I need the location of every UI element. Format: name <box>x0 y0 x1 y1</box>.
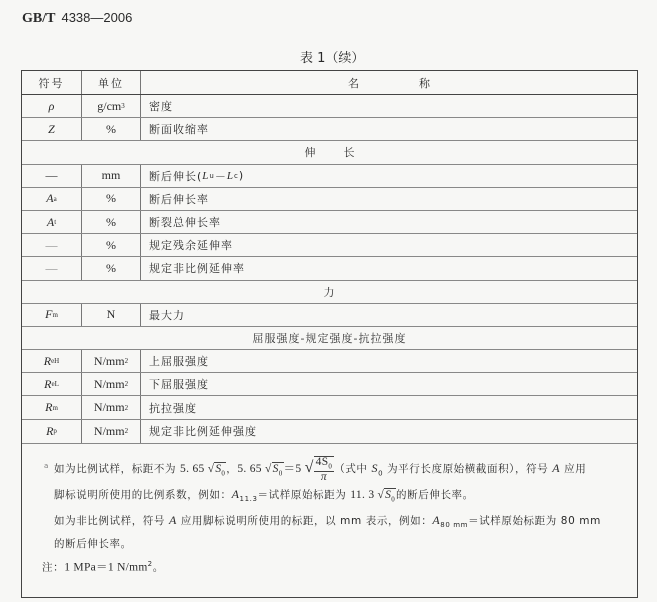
name-cell: 最大力 <box>149 308 185 322</box>
unit-cell: N/mm 2 <box>82 396 141 418</box>
name-cell: 上屈服强度 <box>149 355 209 369</box>
table-row <box>22 420 637 443</box>
fraction: $\frac{4S_0}{\pi}$ <box>315 455 333 484</box>
table-title-continued: （续） <box>325 51 365 66</box>
table-row <box>22 95 637 118</box>
unit-cell: N/mm 2 <box>82 350 141 372</box>
section-row-elongation <box>22 141 637 164</box>
name-cell: 断后伸长( L u － L c ) <box>149 169 245 183</box>
unit-cell: % <box>82 211 141 233</box>
footnote-line-3: 如为非比例试样，符号 A 应用脚标说明所使用的标距，以 mm 表示，例如：$A_{80 mm}=$试样原始标距为 80 mm <box>54 512 601 529</box>
name-cell: 密度 <box>149 100 173 114</box>
name-cell: 断面收缩率 <box>149 123 209 137</box>
standard-prefix: GB/T <box>22 11 56 26</box>
table-note: 注：1 MPa＝1 $N/mm^2$。 <box>42 559 164 574</box>
unit-cell: % <box>82 234 141 256</box>
standard-code <box>22 10 132 27</box>
table-title-label: 表 1 <box>300 51 326 66</box>
table-row <box>22 257 637 280</box>
table-row <box>22 234 637 257</box>
unit-cell: % <box>82 257 141 279</box>
name-cell: 规定残余延伸率 <box>149 239 233 253</box>
table-title <box>300 47 364 66</box>
name-cell: 抗拉强度 <box>149 401 197 415</box>
table-row <box>22 396 637 419</box>
symbol-cell: — <box>22 234 82 256</box>
name-cell: 规定非比例延伸率 <box>149 262 245 276</box>
table-row <box>22 165 637 188</box>
table-row <box>22 350 637 373</box>
table-row <box>22 304 637 327</box>
unit-cell: N/mm 2 <box>82 420 141 443</box>
header-unit: 单位 <box>82 71 141 94</box>
section-label: 屈服强度-规定强度-抗拉强度 <box>252 331 407 345</box>
symbol-cell: A a <box>22 188 82 210</box>
table-header-row <box>22 71 637 95</box>
table-row <box>22 211 637 234</box>
unit-cell: N <box>82 304 141 326</box>
section-row-force <box>22 281 637 304</box>
footnote-line-4: 的断后伸长率。 <box>54 537 132 550</box>
symbol-cell: F m <box>22 304 82 326</box>
name-cell: 下屈服强度 <box>149 378 209 392</box>
footnote-line-2: 脚标说明所使用的比例系数，例如：$A_{11.3}=$试样原始标距为 11. 3 $√S_0$的断后伸长率。 <box>54 487 474 504</box>
section-label: 力 <box>323 285 336 299</box>
symbol-cell: R eL <box>22 373 82 395</box>
footnote-line-1: 如为比例试样，标距不为 5. 65 $√S_0$，5. 65 $√S_0=5$ √ $\frac{4S_0}{\pi}$ （式中 $S_0$ 为平行长度原始横截面积），符号 A 应用 <box>54 455 587 484</box>
table-row <box>22 373 637 396</box>
table-footnotes <box>22 443 637 597</box>
unit-cell: % <box>82 118 141 140</box>
symbol-cell: — <box>22 165 82 187</box>
name-cell: 断后伸长率 <box>149 192 209 206</box>
table-row <box>22 118 637 141</box>
symbol-cell: — <box>22 257 82 279</box>
header-symbol: 符号 <box>22 71 82 94</box>
unit-cell: mm <box>82 165 141 187</box>
symbol-cell: R p <box>22 420 82 443</box>
symbols-table <box>21 70 638 598</box>
section-row-strength <box>22 327 637 350</box>
header-name: 名称 <box>348 76 490 90</box>
symbol-cell: Z <box>22 118 82 140</box>
symbol-cell: ρ <box>22 95 82 117</box>
unit-cell: % <box>82 188 141 210</box>
table-row <box>22 188 637 211</box>
unit-cell: g/cm 3 <box>82 95 141 117</box>
symbol-cell: R eH <box>22 350 82 372</box>
section-label: 伸长 <box>304 146 383 160</box>
unit-cell: N/mm 2 <box>82 373 141 395</box>
name-cell: 规定非比例延伸强度 <box>149 425 257 439</box>
standard-number: 4338—2006 <box>61 10 133 25</box>
symbol-cell: A t <box>22 211 82 233</box>
name-cell: 断裂总伸长率 <box>149 216 221 230</box>
footnote-marker: a <box>44 461 49 470</box>
symbol-cell: R m <box>22 396 82 418</box>
